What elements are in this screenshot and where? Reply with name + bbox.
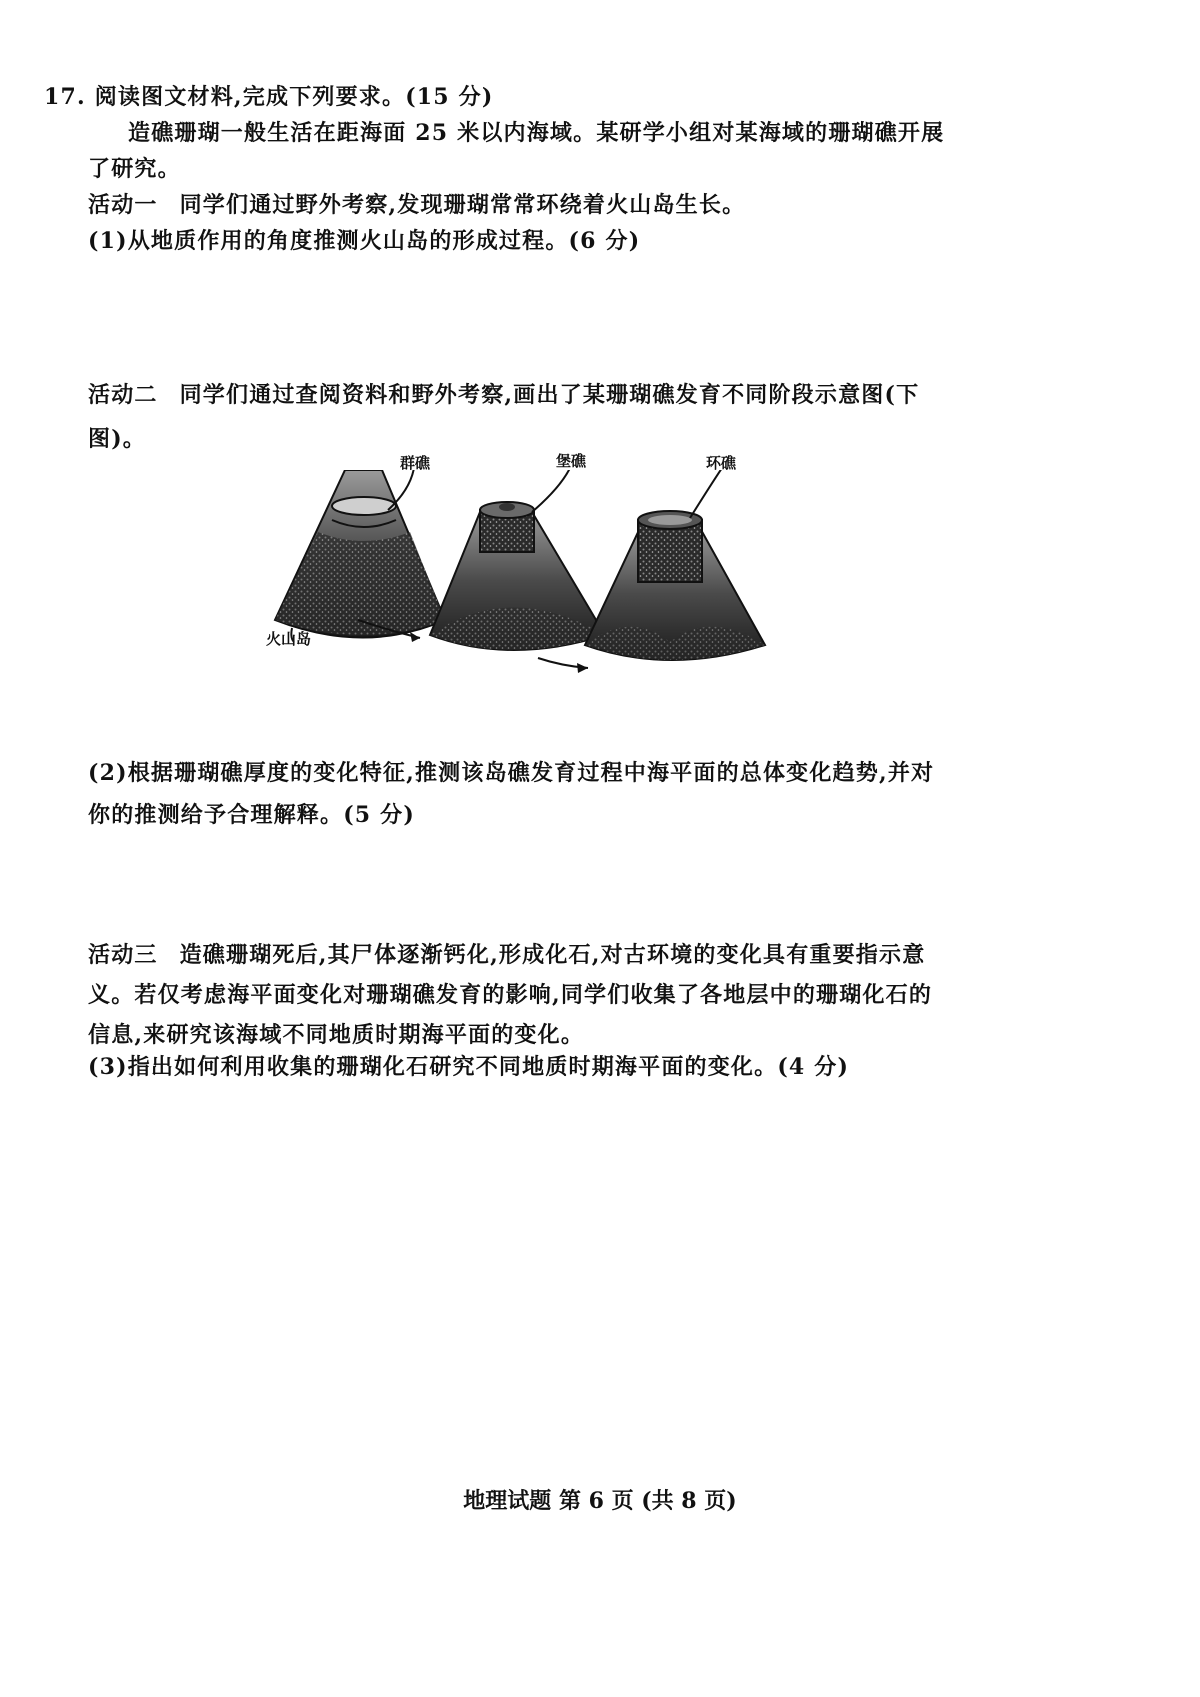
activity1 [88, 190, 745, 220]
activity3-label: 活动三 [88, 942, 158, 968]
activity1-text: 同学们通过野外考察,发现珊瑚常常环绕着火山岛生长。 [179, 192, 746, 218]
activity3-text-line3: 信息,来研究该海域不同地质时期海平面的变化。 [88, 1022, 585, 1048]
activity2 [88, 380, 919, 410]
island-top-1 [332, 497, 396, 515]
stage3-atoll [585, 511, 765, 660]
question-1: (1)从地质作用的角度推测火山岛的形成过程。(6 分) [88, 228, 641, 254]
coral-reef-stages-figure [270, 470, 830, 730]
page-footer: 地理试题 第 6 页 (共 8 页) [463, 1488, 737, 1514]
question-3: (3)指出如何利用收集的珊瑚化石研究不同地质时期海平面的变化。(4 分) [88, 1054, 850, 1080]
intro-text-line2: 了研究。 [88, 156, 181, 182]
label-barrier-reef: 堡礁 [556, 452, 587, 470]
arrow-stage2-to-3 [538, 658, 588, 673]
activity3-text-line2: 义。若仅考虑海平面变化对珊瑚礁发育的影响,同学们收集了各地层中的珊瑚化石的 [88, 982, 933, 1008]
activity1-label: 活动一 [88, 192, 158, 218]
fringing-reef-band [275, 532, 445, 635]
activity2-label: 活动二 [88, 382, 158, 408]
activity3 [88, 940, 925, 970]
question-2-line1: (2)根据珊瑚礁厚度的变化特征,推测该岛礁发育过程中海平面的总体变化趋势,并对 [88, 760, 935, 786]
question-title: 17. 阅读图文材料,完成下列要求。(15 分) [44, 84, 494, 110]
activity2-text-line1: 同学们通过查阅资料和野外考察,画出了某珊瑚礁发育不同阶段示意图(下 [179, 382, 920, 408]
stage1-fringing-reef [275, 470, 445, 638]
label-atoll: 环礁 [706, 454, 737, 472]
activity2-text-line2: 图)。 [88, 426, 147, 452]
activity3-text-line1: 造礁珊瑚死后,其尸体逐渐钙化,形成化石,对古环境的变化具有重要指示意 [179, 942, 926, 968]
intro-text-line1: 造礁珊瑚一般生活在距海面 25 米以内海域。某研学小组对某海域的珊瑚礁开展 [128, 120, 945, 146]
label-volcanic-island: 火山岛 [266, 630, 312, 648]
label-fringing-reef: 群礁 [400, 454, 431, 472]
question-2-line2: 你的推测给予合理解释。(5 分) [88, 802, 415, 828]
stage2-barrier-reef [430, 502, 605, 650]
